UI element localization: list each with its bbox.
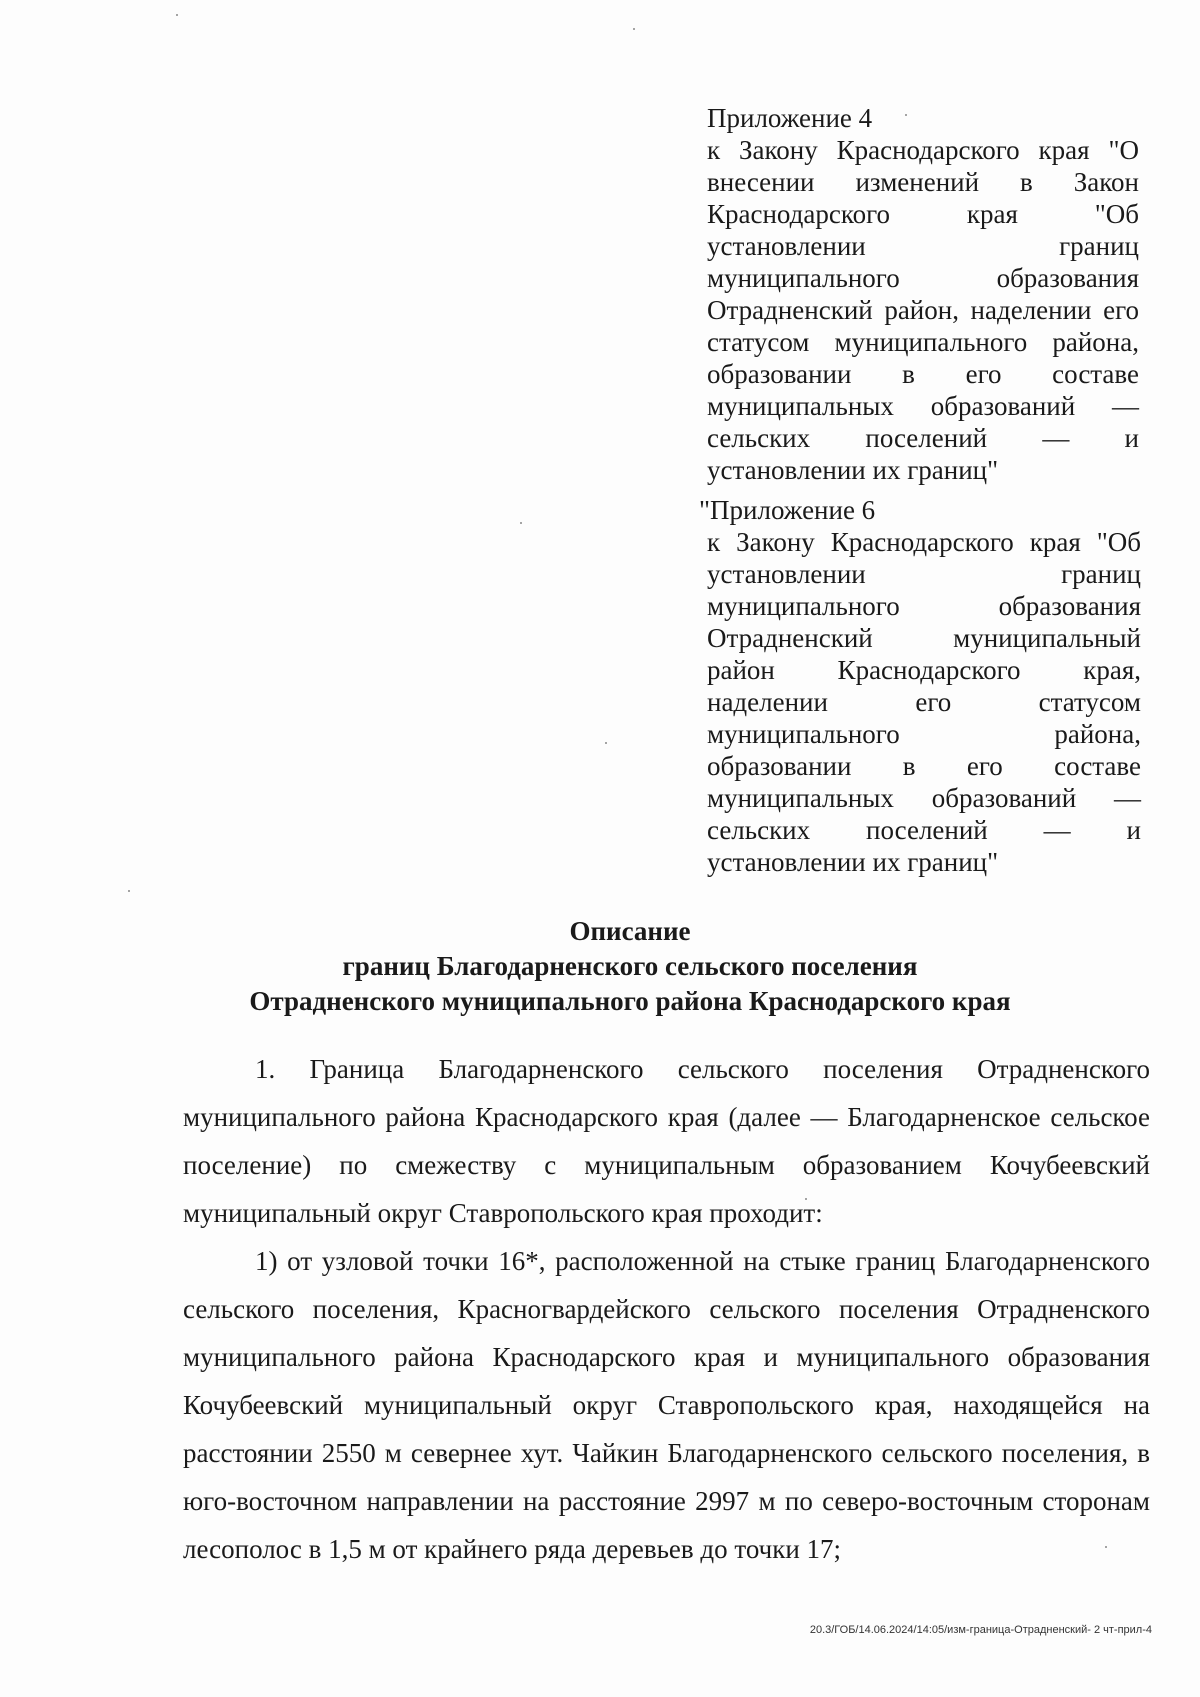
heading-line-3: Отрадненского муниципального района Краснодарского края [249, 986, 1011, 1016]
appendix-6-text: к Закону Краснодарского края "Об установлении границ муниципального образования Отрадненский муниципальный район Краснодарского края, наделении его статусом муниципального района, образовании в его составе муниципальных образований — сельских поселений — и установлении их границ" [707, 527, 1141, 877]
appendix-4-text: к Закону Краснодарского края "О внесении изменений в Закон Краснодарского края "Об установлении границ муниципального образования Отрадненский район, наделении его статусом муниципального района, образовании в его составе муниципальных образований — сельских поселений — и установлении их границ" [707, 135, 1139, 485]
scan-speck [605, 742, 607, 744]
appendix-6-block [699, 494, 1141, 878]
body-paragraph-2: 1) от узловой точки 16*, расположенной на стыке границ Благодарненского сельского поселения, Красногвардейского сельского поселения Отрадненского муниципального района Краснодарского края и муниципального образования Кочубеевский муниципальный округ Ставропольского края, находящейся на расстоянии 2550 м севернее хут. Чайкин Благодарненского сельского поселения, в юго-восточном направлении на расстояние 2997 м по северо-восточным сторонам лесополос в 1,5 м от крайнего ряда деревьев до точки 17; [183, 1246, 1150, 1564]
appendix-4-title: Приложение 4 [707, 103, 873, 133]
footer-file-code: 20.3/ГОБ/14.06.2024/14:05/изм-граница-Отрадненский- 2 чт-прил-4 [809, 1624, 1152, 1636]
body-paragraph-1: 1. Граница Благодарненского сельского поселения Отрадненского муниципального района Краснодарского края (далее — Благодарненское сельское поселение) по смежеству с муниципальным образованием Кочубеевский муниципальный округ Ставропольского края проходит: [183, 1054, 1150, 1228]
document-heading [150, 914, 1110, 1019]
appendix-4-block [707, 102, 1139, 486]
scan-speck [176, 14, 178, 16]
scan-speck [520, 522, 522, 524]
appendix-6-title: "Приложение 6 [699, 495, 876, 525]
document-body [183, 1045, 1150, 1573]
heading-line-1: Описание [569, 916, 691, 946]
scan-speck [633, 28, 635, 30]
scan-speck [128, 890, 130, 892]
heading-line-2: границ Благодарненского сельского поселения [342, 951, 918, 981]
